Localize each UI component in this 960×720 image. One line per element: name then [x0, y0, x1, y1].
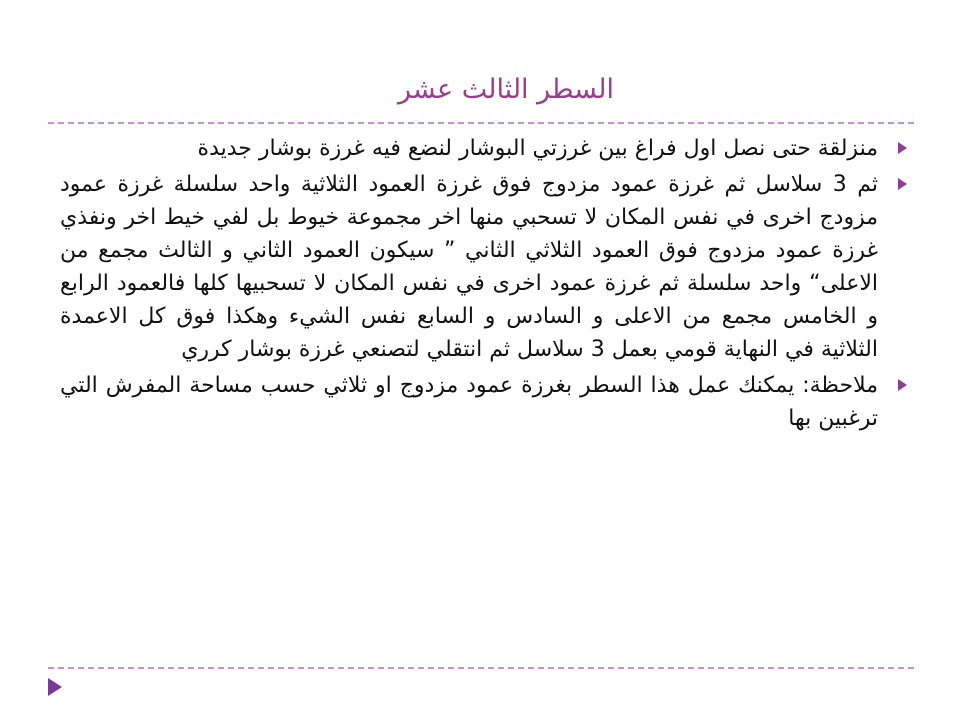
- bullet-text: ثم 3 سلاسل ثم غرزة عمود مزدوج فوق غرزة العمود الثلاثية واحد سلسلة غرزة عمود مزودج اخرى في نفس المكان لا تسحبي منها اخر مجموعة خيوط بل لفي خيط اخر ونفذي غرزة عمود مزدوج فوق العمود الثلاثي الثاني ” سيكون العمود الثاني و الثالث مجمع من الاعلى“ واحد سلسلة ثم غرزة عمود اخرى في نفس المكان لا تسحبيها كلها فالعمود الرابع و الخامس مجمع من الاعلى و السادس و السابع نفس الشيء وهكذا فوق كل الاعمدة الثلاثية في النهاية قومي بعمل 3 سلاسل ثم انتقلي لتصنعي غرزة بوشار كرري: [60, 172, 878, 362]
- bullet-text: منزلقة حتى نصل اول فراغ بين غرزتي البوشار لنضع فيه غرزة بوشار جديدة: [197, 136, 878, 161]
- footer-divider: [48, 667, 914, 669]
- bullet-list: [60, 132, 878, 438]
- bullet-item: [60, 369, 878, 435]
- corner-arrow-icon: [48, 678, 62, 696]
- triangle-bullet-icon: [898, 142, 907, 154]
- triangle-bullet-icon: [898, 379, 907, 391]
- triangle-bullet-icon: [898, 178, 907, 190]
- bullet-item: [60, 132, 878, 165]
- bullet-item: [60, 168, 878, 366]
- bullet-text: ملاحظة: يمكنك عمل هذا السطر بغرزة عمود مزدوج او ثلاثي حسب مساحة المفرش التي ترغبين بها: [60, 373, 878, 431]
- title-divider: [48, 122, 914, 124]
- slide-title: السطر الثالث عشر: [398, 74, 614, 105]
